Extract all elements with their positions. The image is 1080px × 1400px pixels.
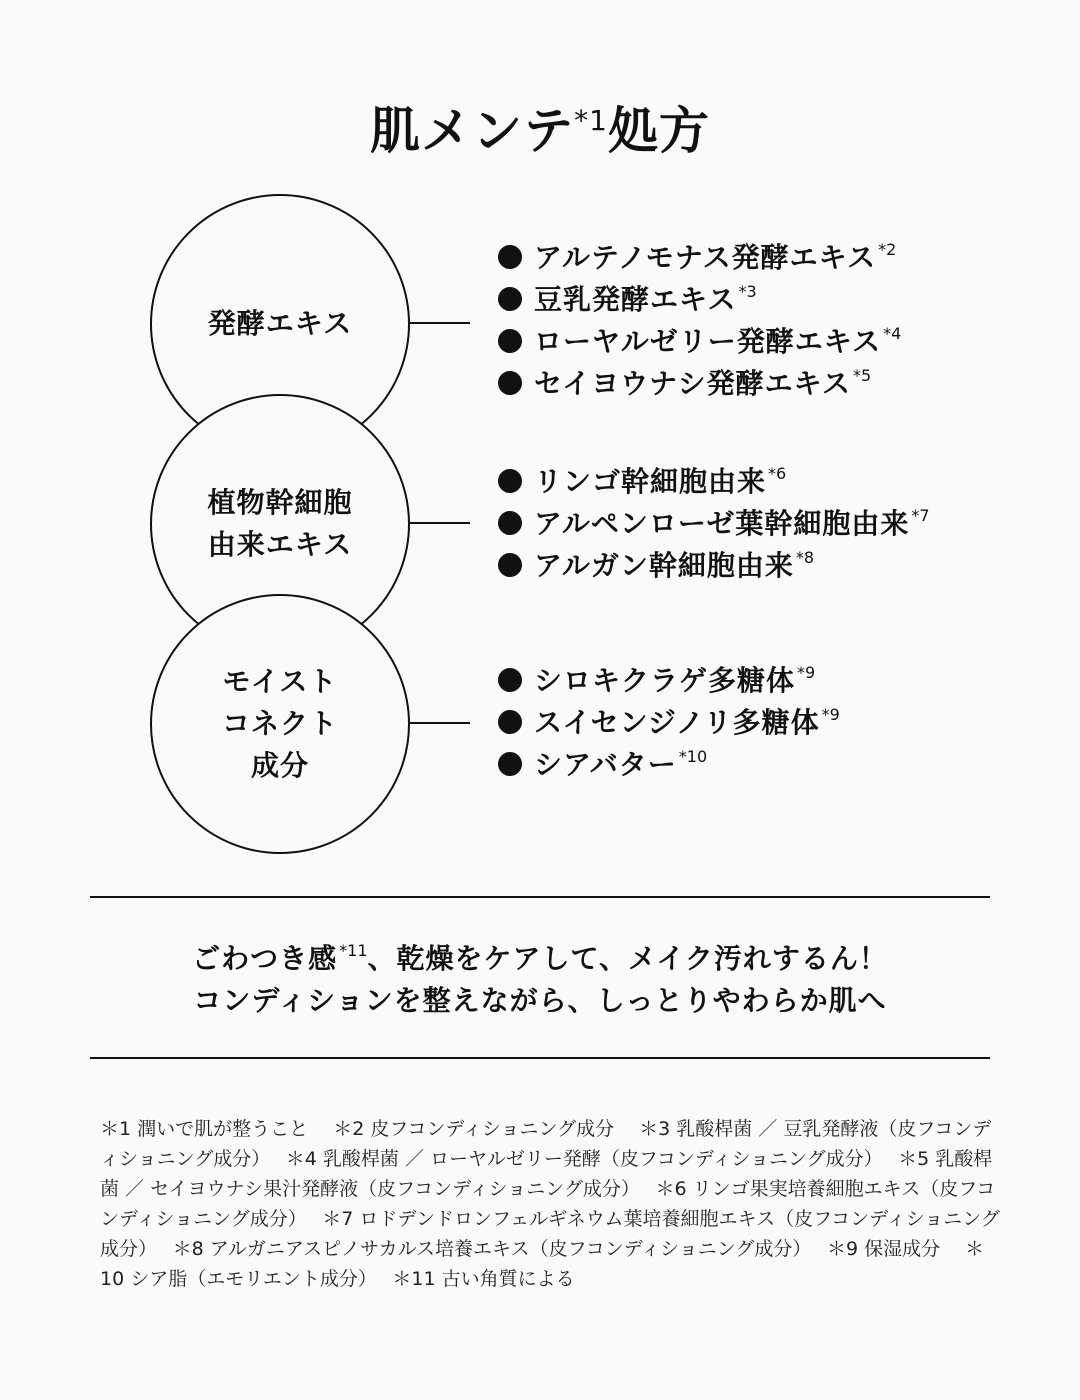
bullet-icon [498, 371, 522, 395]
list-item: 豆乳発酵エキス $^{*3}$ [498, 279, 901, 321]
ingredient-list-moist [498, 660, 840, 786]
tagline-line-2: コンディションを整えながら、しっとりやわらか肌へ [193, 984, 887, 1017]
tagline [0, 938, 1080, 1022]
bullet-icon [498, 752, 522, 776]
connector-line-stemcell [408, 522, 470, 524]
footnote: ＊11 古い角質による [392, 1268, 575, 1290]
footnote: ＊8 アルガニアスピノサカルス培養エキス（皮フコンディショニング成分） [172, 1238, 802, 1260]
footnote: ＊9 保湿成分 [826, 1238, 941, 1260]
bullet-icon [498, 710, 522, 734]
connector-line-fermented [408, 322, 470, 324]
list-item: リンゴ幹細胞由来 $^{*6}$ [498, 461, 930, 503]
circle-label: 発酵エキス [207, 307, 353, 340]
footnote: ＊6 リンゴ果実培養細胞エキス（皮フコンディショニング成分） [100, 1178, 996, 1230]
list-item: アルテノモナス発酵エキス $^{*2}$ [498, 237, 901, 279]
bullet-icon [498, 469, 522, 493]
ingredient-list-fermented [498, 237, 901, 405]
circle-label: モイスト コネクト 成分 [221, 665, 338, 782]
list-item: セイヨウナシ発酵エキス $^{*5}$ [498, 363, 901, 405]
page-title [0, 96, 1080, 166]
list-item: スイセンジノリ多糖体 $^{*9}$ [498, 702, 840, 744]
footnote: ＊4 乳酸桿菌 ／ ローヤルゼリー発酵（皮フコンディショニング成分） [285, 1148, 874, 1170]
footnote: ＊1 潤いで肌が整うこと [100, 1118, 309, 1140]
title-text: 肌メンテ [370, 102, 575, 160]
footnote: ＊2 皮フコンディショニング成分 [333, 1118, 615, 1140]
footnote: ＊10 シア脂（エモリエント成分） [100, 1238, 985, 1290]
list-item: アルガン幹細胞由来 $^{*8}$ [498, 545, 930, 587]
bullet-icon [498, 668, 522, 692]
list-item: シロキクラゲ多糖体 $^{*9}$ [498, 660, 840, 702]
bullet-icon [498, 329, 522, 353]
ingredient-list-stemcell [498, 461, 930, 587]
circle-moist-connect [150, 594, 410, 854]
list-item: アルペンローゼ葉幹細胞由来 $^{*7}$ [498, 503, 930, 545]
bullet-icon [498, 511, 522, 535]
bullet-icon [498, 287, 522, 311]
bullet-icon [498, 245, 522, 269]
title-mark: *1 [574, 104, 608, 137]
title-suffix: 処方 [607, 102, 710, 160]
list-item: ローヤルゼリー発酵エキス $^{*4}$ [498, 321, 901, 363]
circle-label: 植物幹細胞 由来エキス [207, 486, 353, 561]
list-item: シアバター $^{*10}$ [498, 744, 840, 786]
bullet-icon [498, 553, 522, 577]
connector-line-moist [408, 722, 470, 724]
tagline-line-1: ごわつき感 $^{*11}$、乾燥をケアして、メイク汚れするん！ [192, 941, 888, 975]
footnote: ＊3 乳酸桿菌 ／ 豆乳発酵液（皮フコンディショニング成分） [100, 1118, 992, 1170]
footnotes [100, 1114, 1000, 1294]
divider-bottom [90, 1057, 990, 1059]
footnote: ＊7 ロドデンドロンフェルギネウム葉培養細胞エキス（皮フコンディショニング成分） [100, 1208, 1000, 1260]
divider-top [90, 896, 990, 898]
footnote: ＊5 乳酸桿菌 ／ セイヨウナシ果汁発酵液（皮フコンディショニング成分） [100, 1148, 993, 1200]
